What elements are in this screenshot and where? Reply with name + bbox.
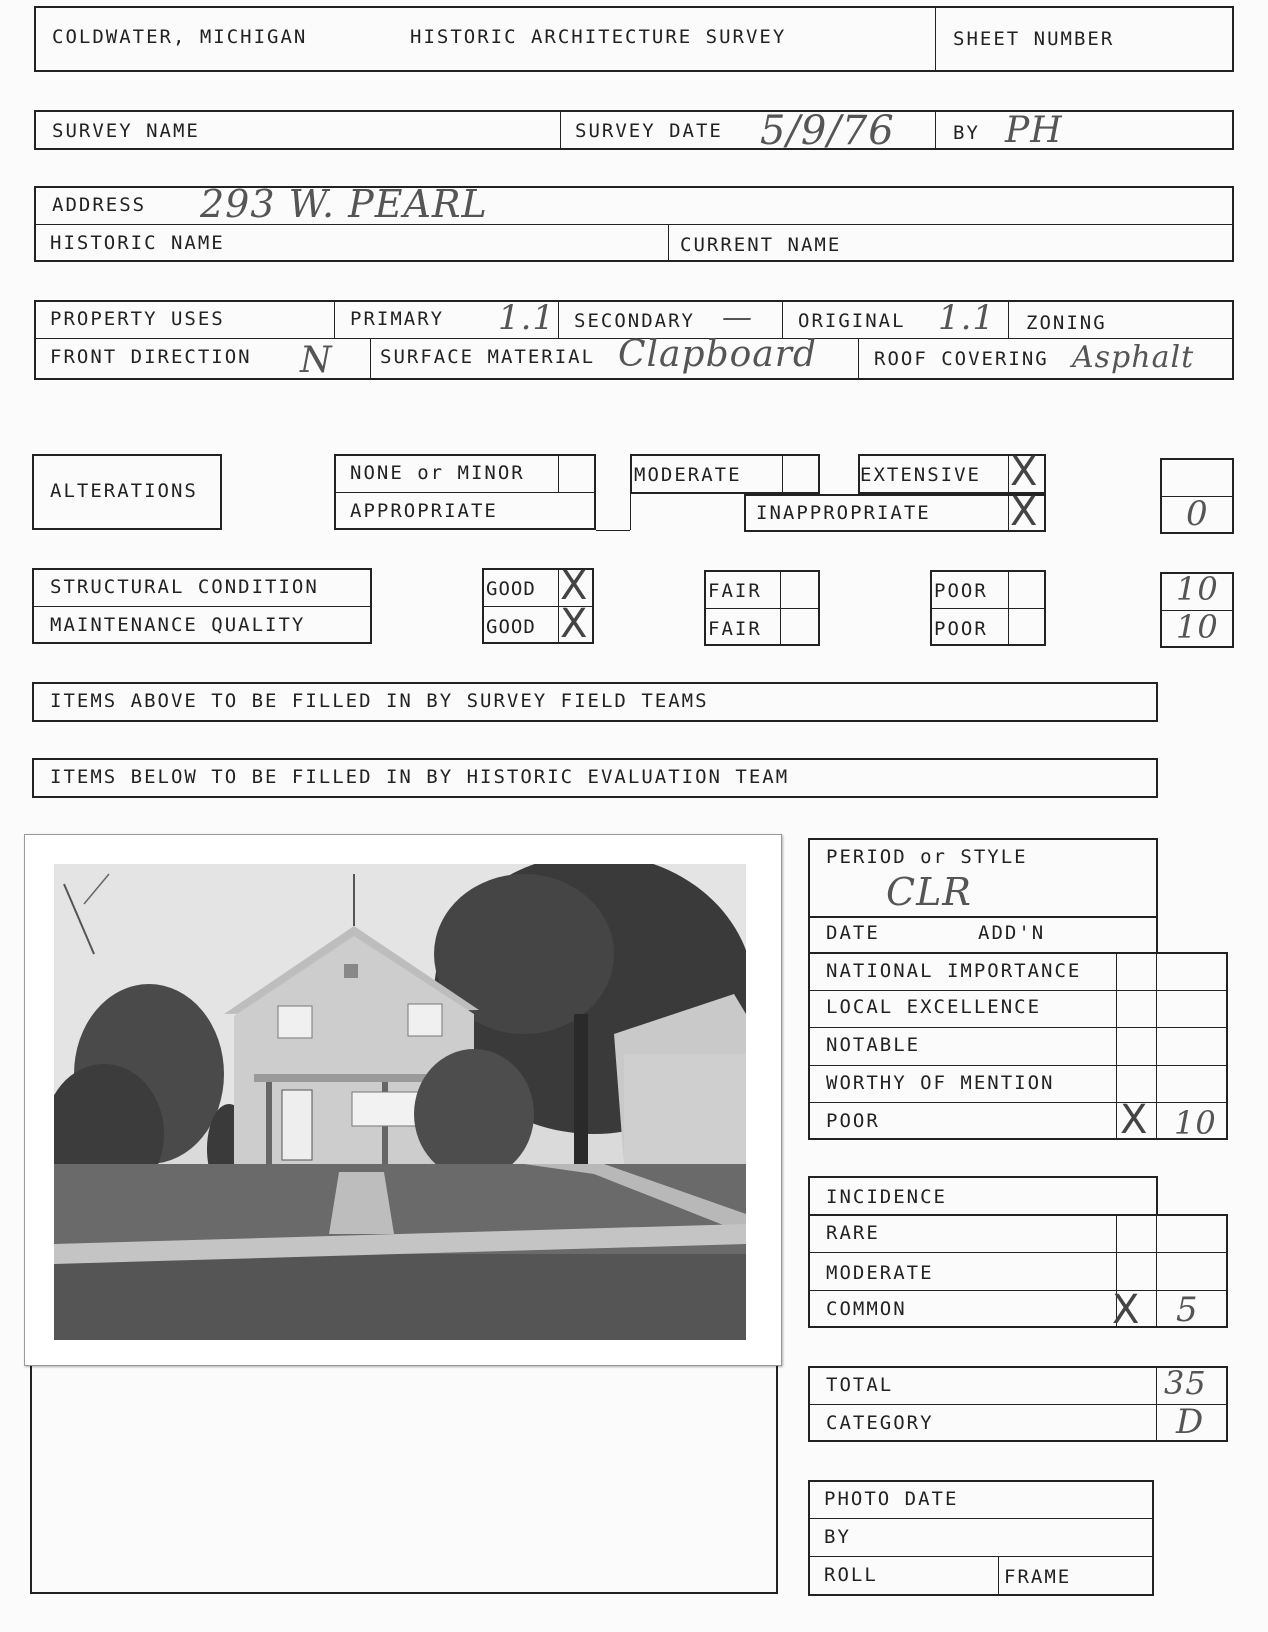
category-label: CATEGORY <box>826 1412 934 1434</box>
current-name-label: CURRENT NAME <box>680 234 842 256</box>
property-uses-label: PROPERTY USES <box>50 308 225 330</box>
poor-check-divider <box>1008 570 1009 646</box>
poor-divider <box>930 608 1046 609</box>
roll-label: ROLL <box>824 1564 878 1586</box>
period-label: PERIOD or STYLE <box>826 846 1028 868</box>
surface-material-value: Clapboard <box>618 334 818 375</box>
date-label: DATE <box>826 922 880 944</box>
primary-value: 1.1 <box>498 298 556 338</box>
period-value: CLR <box>886 870 972 914</box>
structural-poor-label: POOR <box>934 580 988 602</box>
photo-date-label: PHOTO DATE <box>824 1488 959 1510</box>
structural-fair-label: FAIR <box>708 580 762 602</box>
none-minor-check-divider <box>558 454 559 492</box>
importance-row-1 <box>808 990 1228 991</box>
front-direction-label: FRONT DIRECTION <box>50 346 252 368</box>
survey-date-label: SURVEY DATE <box>575 120 723 142</box>
inappropriate-check-divider <box>1008 494 1009 532</box>
importance-row-4 <box>808 1102 1228 1103</box>
fair-divider <box>704 608 820 609</box>
category-value: D <box>1176 1402 1205 1442</box>
roof-covering-value: Asphalt <box>1072 340 1195 375</box>
incidence-label: INCIDENCE <box>826 1186 947 1208</box>
total-label: TOTAL <box>826 1374 894 1396</box>
common-checkmark: X <box>1112 1287 1140 1333</box>
sheet-number-label: SHEET NUMBER <box>953 28 1115 50</box>
common-score: 5 <box>1176 1290 1199 1330</box>
city-title: COLDWATER, MICHIGAN <box>52 26 308 48</box>
surface-material-label: SURFACE MATERIAL <box>380 346 596 368</box>
frame-label: FRAME <box>1004 1566 1072 1588</box>
alterations-score: 0 <box>1186 494 1209 534</box>
importance-col-2 <box>1156 952 1157 1140</box>
photo-by-label: BY <box>824 1526 851 1548</box>
secondary-value: — <box>722 300 753 335</box>
property-div-1 <box>334 300 335 338</box>
incidence-row-1 <box>808 1252 1228 1253</box>
house-photo <box>54 864 746 1340</box>
fair-check-divider <box>780 570 781 646</box>
property-div-2 <box>558 300 559 338</box>
incidence-moderate-label: MODERATE <box>826 1262 934 1284</box>
moderate-check-divider <box>782 454 783 494</box>
rare-label: RARE <box>826 1222 880 1244</box>
property-div-3 <box>782 300 783 338</box>
maintenance-fair-label: FAIR <box>708 618 762 640</box>
survey-by-label: BY <box>953 122 980 144</box>
extensive-label: EXTENSIVE <box>860 464 981 486</box>
property-div-4 <box>1008 300 1009 338</box>
survey-name-label: SURVEY NAME <box>52 120 200 142</box>
zoning-label: ZONING <box>1026 312 1107 334</box>
maintenance-score: 10 <box>1176 608 1219 646</box>
address-divider-v <box>668 224 669 262</box>
address-label: ADDRESS <box>52 194 147 216</box>
historic-name-label: HISTORIC NAME <box>50 232 225 254</box>
incidence-row-2 <box>808 1290 1228 1291</box>
addn-label: ADD'N <box>978 922 1046 944</box>
maintenance-quality-label: MAINTENANCE QUALITY <box>50 614 306 636</box>
roof-covering-label: ROOF COVERING <box>874 348 1049 370</box>
maintenance-good-label: GOOD <box>486 616 536 638</box>
moderate-label: MODERATE <box>634 464 742 486</box>
primary-label: PRIMARY <box>350 308 445 330</box>
address-value: 293 W. PEARL <box>200 182 488 226</box>
poor-eval-checkmark: X <box>1120 1097 1148 1143</box>
original-label: ORIGINAL <box>798 310 906 332</box>
above-note: ITEMS ABOVE TO BE FILLED IN BY SURVEY FIELD TEAMS <box>50 690 709 712</box>
local-excellence-label: LOCAL EXCELLENCE <box>826 996 1042 1018</box>
none-minor-divider <box>334 492 596 493</box>
common-label: COMMON <box>826 1298 907 1320</box>
header-divider <box>935 6 936 72</box>
structural-good-checkmark: X <box>560 563 588 609</box>
poor-eval-score: 10 <box>1174 1104 1217 1142</box>
none-minor-label: NONE or MINOR <box>350 462 525 484</box>
inappropriate-checkmark: X <box>1010 489 1038 535</box>
house-photo-image <box>54 864 746 1340</box>
importance-row-2 <box>808 1027 1228 1028</box>
survey-divider-2 <box>935 110 936 150</box>
front-direction-value: N <box>300 340 333 381</box>
notable-label: NOTABLE <box>826 1034 921 1056</box>
survey-by-value: PH <box>1005 110 1063 151</box>
extensive-check-divider <box>1008 454 1009 494</box>
inappropriate-label: INAPPROPRIATE <box>756 502 931 524</box>
worthy-label: WORTHY OF MENTION <box>826 1072 1055 1094</box>
maintenance-good-checkmark: X <box>560 601 588 647</box>
survey-divider-1 <box>560 110 561 150</box>
condition-label-divider <box>32 606 372 607</box>
extensive-checkmark: X <box>1010 449 1038 495</box>
total-value: 35 <box>1164 1364 1207 1402</box>
alterations-label: ALTERATIONS <box>50 480 198 502</box>
photo-info-row-1 <box>808 1518 1154 1519</box>
national-importance-label: NATIONAL IMPORTANCE <box>826 960 1082 982</box>
structural-good-label: GOOD <box>486 578 536 600</box>
poor-eval-label: POOR <box>826 1110 880 1132</box>
appropriate-label: APPROPRIATE <box>350 500 498 522</box>
structural-score: 10 <box>1176 570 1219 608</box>
good-check-divider <box>558 568 559 644</box>
survey-date-value: 5/9/76 <box>760 108 895 154</box>
totals-row <box>808 1404 1228 1405</box>
structural-condition-label: STRUCTURAL CONDITION <box>50 576 319 598</box>
property-div-6 <box>858 338 859 380</box>
property-div-5 <box>370 338 371 380</box>
importance-row-3 <box>808 1065 1228 1066</box>
appropriate-connector <box>596 530 630 531</box>
photo-info-row-2 <box>808 1556 1154 1557</box>
survey-title: HISTORIC ARCHITECTURE SURVEY <box>410 26 787 48</box>
original-value: 1.1 <box>938 298 996 338</box>
importance-col-1 <box>1116 952 1117 1140</box>
maintenance-poor-label: POOR <box>934 618 988 640</box>
photo-info-col <box>998 1556 999 1596</box>
secondary-label: SECONDARY <box>574 310 695 332</box>
incidence-col-2 <box>1156 1214 1157 1328</box>
below-note: ITEMS BELOW TO BE FILLED IN BY HISTORIC EVALUATION TEAM <box>50 766 790 788</box>
